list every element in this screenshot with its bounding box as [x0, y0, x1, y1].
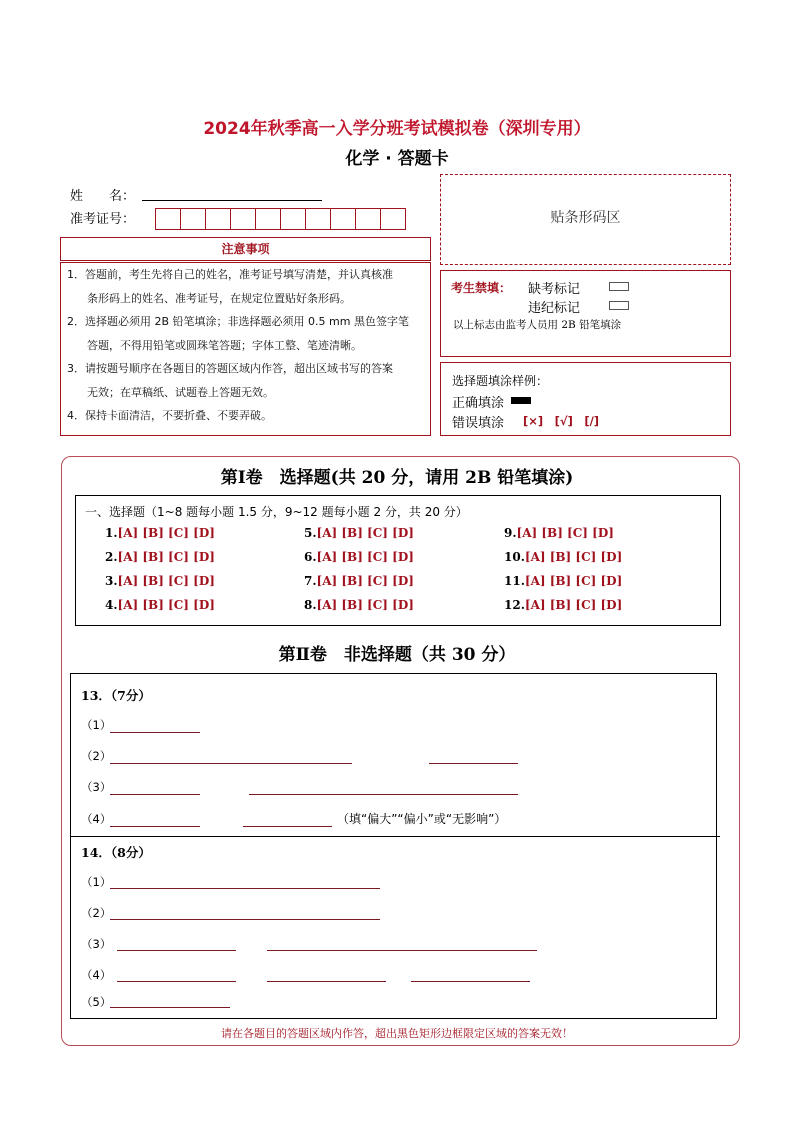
footer-warning: 请在各题目的答题区域内作答，超出黑色矩形边框限定区域的答案无效！ [221, 1027, 573, 1040]
exam-id-cell[interactable] [205, 208, 231, 230]
choice-q9[interactable]: 9.[A] [B] [C] [D] [504, 526, 614, 540]
q14-3b-answer[interactable] [267, 950, 537, 951]
q14-1-answer[interactable] [110, 888, 380, 889]
notice-item: 4．保持卡面清洁，不要折叠、不要弄破。 [67, 409, 272, 422]
exam-id-cell[interactable] [230, 208, 256, 230]
exam-id-label: 准考证号： [70, 212, 136, 227]
notice-item: 2．选择题必须用 2B 铅笔填涂；非选择题必须用 0.5 mm 黑色签字笔 [67, 315, 409, 328]
q14-4a-answer[interactable] [117, 981, 236, 982]
choice-q5[interactable]: 5.[A] [B] [C] [D] [304, 526, 414, 540]
q14-sub4-label: （4） [81, 968, 112, 982]
q14-sub1-label: （1） [81, 875, 112, 889]
q13-sub2-label: （2） [81, 749, 112, 763]
notice-title: 注意事项 [221, 242, 270, 256]
choice-q10[interactable]: 10.[A] [B] [C] [D] [504, 550, 623, 564]
violation-mark-box[interactable] [609, 301, 629, 310]
name-field[interactable] [142, 200, 322, 201]
choice-q11[interactable]: 11.[A] [B] [C] [D] [504, 574, 623, 588]
absent-mark-label: 缺考标记 [528, 282, 581, 297]
exam-id-cell[interactable] [355, 208, 381, 230]
exam-subtitle: 化学 · 答题卡 [345, 149, 449, 169]
q13-4b-answer[interactable] [243, 826, 332, 827]
choice-instruction: 一、选择题（1~8 题每小题 1.5 分，9~12 题每小题 2 分，共 20 分） [85, 505, 468, 519]
q14-2-answer[interactable] [110, 919, 380, 920]
violation-mark-label: 违纪标记 [528, 301, 581, 316]
q13-title: 13．（7分） [81, 688, 151, 703]
choice-q2[interactable]: 2.[A] [B] [C] [D] [105, 550, 215, 564]
part2-title: 第Ⅱ卷 非选择题（共 30 分） [278, 645, 516, 665]
q13-4a-answer[interactable] [110, 826, 200, 827]
q14-4c-answer[interactable] [411, 981, 530, 982]
barcode-area [440, 174, 731, 265]
notice-box [60, 262, 431, 436]
correct-fill-sample [511, 397, 531, 404]
exam-marks-label: 考生禁填： [451, 281, 512, 295]
barcode-label: 贴条形码区 [550, 210, 621, 226]
q13-1-answer[interactable] [110, 732, 200, 733]
exam-marks-box [440, 270, 731, 357]
exam-marks-note: 以上标志由监考人员用 2B 铅笔填涂 [453, 319, 622, 331]
exam-title: 2024年秋季高一入学分班考试模拟卷（深圳专用） [203, 119, 591, 139]
choice-q7[interactable]: 7.[A] [B] [C] [D] [304, 574, 414, 588]
q14-sub2-label: （2） [81, 906, 112, 920]
fill-example-title: 选择题填涂样例： [452, 374, 549, 388]
q13-3a-answer[interactable] [110, 794, 200, 795]
exam-id-cell[interactable] [280, 208, 306, 230]
notice-item: 1．答题前，考生先将自己的姓名，准考证号填写清楚，并认真核准 [67, 268, 393, 281]
q14-sub3-label: （3） [81, 937, 112, 951]
q14-5-answer[interactable] [110, 1007, 230, 1008]
absent-mark-box[interactable] [609, 282, 629, 291]
question-divider [70, 836, 720, 837]
notice-item: 3．请按题号顺序在各题目的答题区域内作答，超出区域书写的答案 [67, 362, 393, 375]
exam-id-cell[interactable] [380, 208, 406, 230]
q13-sub3-label: （3） [81, 780, 112, 794]
q13-2a-answer[interactable] [110, 763, 352, 764]
q13-2b-answer[interactable] [429, 763, 518, 764]
notice-item: 条形码上的姓名、准考证号，在规定位置贴好条形码。 [87, 291, 351, 305]
choice-q12[interactable]: 12.[A] [B] [C] [D] [504, 598, 623, 612]
choice-q6[interactable]: 6.[A] [B] [C] [D] [304, 550, 414, 564]
q14-title: 14．（8分） [81, 845, 151, 860]
exam-id-cell[interactable] [305, 208, 331, 230]
choice-q1[interactable]: 1.[A] [B] [C] [D] [105, 526, 215, 540]
choice-q8[interactable]: 8.[A] [B] [C] [D] [304, 598, 414, 612]
q13-sub4-label: （4） [81, 812, 112, 826]
q13-hint: （填“偏大”“偏小”或“无影响”） [337, 812, 507, 826]
notice-item: 答题，不得用铅笔或圆珠笔答题；字体工整、笔迹清晰。 [87, 338, 362, 352]
q13-sub1-label: （1） [81, 718, 112, 732]
wrong-fill-samples: [×] [√] [/] [523, 414, 600, 428]
correct-fill-label: 正确填涂 [452, 396, 505, 411]
choice-q4[interactable]: 4.[A] [B] [C] [D] [105, 598, 215, 612]
notice-item: 无效；在草稿纸、试题卷上答题无效。 [87, 385, 274, 399]
name-label: 姓 名： [70, 189, 136, 204]
exam-id-cell[interactable] [330, 208, 356, 230]
q14-3a-answer[interactable] [117, 950, 236, 951]
part1-title: 第Ⅰ卷 选择题(共 20 分，请用 2B 铅笔填涂) [220, 468, 574, 488]
q14-sub5-label: （5） [81, 995, 112, 1009]
wrong-fill-label: 错误填涂 [452, 416, 505, 431]
notice-header [60, 237, 431, 261]
fill-example-box [440, 362, 731, 436]
choice-q3[interactable]: 3.[A] [B] [C] [D] [105, 574, 215, 588]
exam-id-cell[interactable] [155, 208, 181, 230]
nonchoice-section [70, 673, 717, 1019]
q14-4b-answer[interactable] [267, 981, 386, 982]
q13-3b-answer[interactable] [249, 794, 518, 795]
exam-id-cell[interactable] [180, 208, 206, 230]
exam-id-cell[interactable] [255, 208, 281, 230]
exam-id-grid[interactable] [155, 208, 405, 230]
